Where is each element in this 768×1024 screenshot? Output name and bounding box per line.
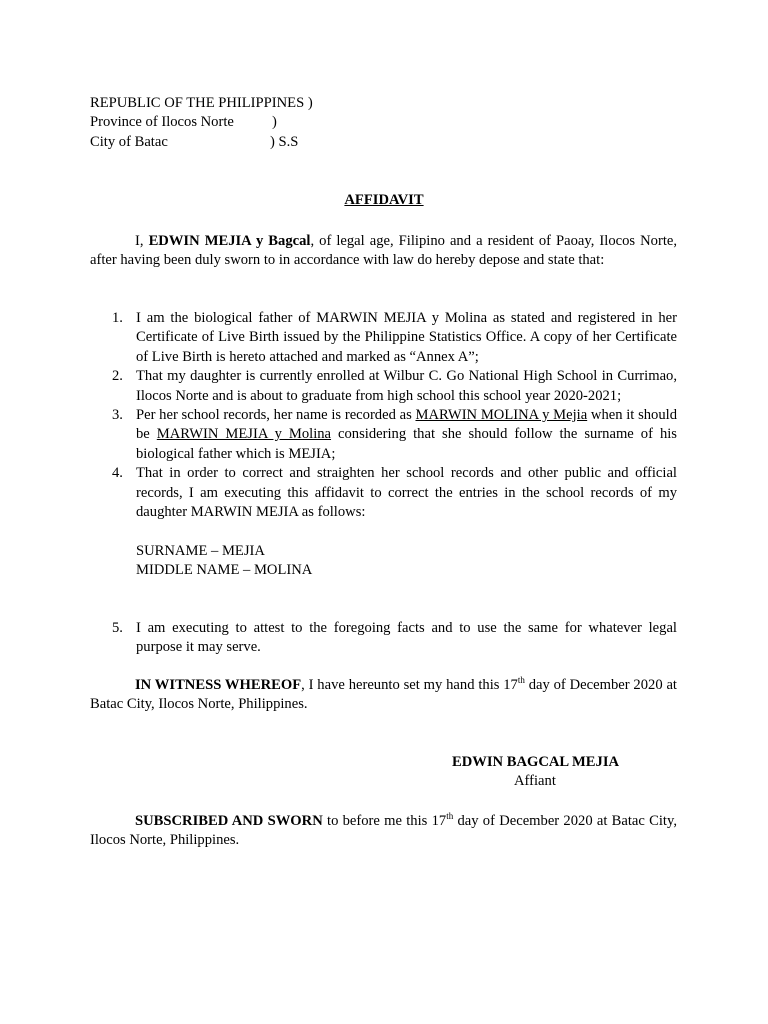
venue-province-text: Province of Ilocos Norte xyxy=(90,114,234,131)
document-title: AFFIDAVIT xyxy=(344,192,424,208)
affiant-name-intro: EDWIN MEJIA y Bagcal xyxy=(148,233,311,249)
list-item-3 xyxy=(90,406,677,464)
list-text-3c: considering that she should follow the surname of his biological father which is MEJIA; xyxy=(136,426,677,462)
list-text-2: That my daughter is currently enrolled at Wilbur C. Go National High School in Currimao, Ilocos Norte and is about to graduate from high school this school year 2020-2021; xyxy=(136,368,677,404)
list-number-1: 1. xyxy=(112,310,123,326)
venue-line-city xyxy=(90,133,313,152)
list-text-1: I am the biological father of MARWIN MEJIA y Molina as stated and registered in her Certificate of Live Birth issued by the Philippine Statistics Office. A copy of her Certificate of Live Birth is hereto attached and marked as “Annex A”; xyxy=(136,310,677,365)
signature-block xyxy=(452,753,642,792)
witness-ordinal: th xyxy=(517,675,525,686)
list-text-3b: when it should be xyxy=(136,407,678,443)
venue-city-text: City of Batac xyxy=(90,133,168,150)
list-item-1 xyxy=(90,309,677,367)
witness-text-b: day of December 2020 at Batac City, Ilocos Norte, Philippines. xyxy=(90,677,677,713)
venue-line-province xyxy=(90,113,313,132)
intro-paragraph xyxy=(90,232,677,271)
witness-lead: IN WITNESS WHEREOF xyxy=(135,677,302,693)
venue-province-mark: ) xyxy=(272,114,277,131)
recorded-name: MARWIN MOLINA y Mejia xyxy=(415,407,588,424)
affiant-role: Affiant xyxy=(514,773,556,790)
entry-middle-name: MIDDLE NAME – MOLINA xyxy=(136,562,313,579)
jurat-text-a: to before me this 17 xyxy=(322,813,447,829)
list-item-2 xyxy=(90,367,677,406)
corrected-entries xyxy=(90,542,677,581)
list-text-3a: Per her school records, her name is recorded as xyxy=(136,407,416,424)
jurat-paragraph xyxy=(90,812,677,851)
intro-lead: I, xyxy=(135,233,149,249)
list-number-2: 2. xyxy=(112,368,123,385)
list-number-4: 4. xyxy=(112,465,123,482)
list-number-5: 5. xyxy=(112,620,123,636)
list-number-3: 3. xyxy=(112,407,123,424)
intro-rest: , of legal age, Filipino and a resident of Paoay, Ilocos Norte, after having been duly sworn to in accordance with law do hereby depose and state that: xyxy=(90,233,678,269)
venue-line-republic xyxy=(90,94,313,113)
statement-list xyxy=(90,309,677,581)
jurat-ordinal: th xyxy=(446,811,454,822)
list-item-4 xyxy=(90,464,677,522)
entry-surname: SURNAME – MEJIA xyxy=(136,542,265,559)
witness-paragraph xyxy=(90,676,677,715)
venue-republic-text: REPUBLIC OF THE PHILIPPINES ) xyxy=(90,95,313,111)
list-text-4: That in order to correct and straighten her school records and other public and official records, I am executing this affidavit to correct the entries in the school records of my daughter MARWIN MEJIA as follows: xyxy=(136,465,677,521)
jurat-text-b: day of December 2020 at Batac City, Ilocos Norte, Philippines. xyxy=(90,813,677,849)
jurat-lead: SUBSCRIBED AND SWORN xyxy=(135,813,323,829)
list-item-5-wrapper xyxy=(90,619,677,658)
witness-text-a: , I have hereunto set my hand this 17 xyxy=(301,677,518,693)
list-item-5 xyxy=(90,619,677,658)
venue-block xyxy=(90,94,313,152)
list-text-5: I am executing to attest to the foregoing facts and to use the same for whatever legal purpose it may serve. xyxy=(136,620,677,656)
affiant-signature-name: EDWIN BAGCAL MEJIA xyxy=(452,754,620,770)
correct-name: MARWIN MEJIA y Molina xyxy=(156,426,332,443)
venue-city-mark: ) S.S xyxy=(270,133,299,150)
